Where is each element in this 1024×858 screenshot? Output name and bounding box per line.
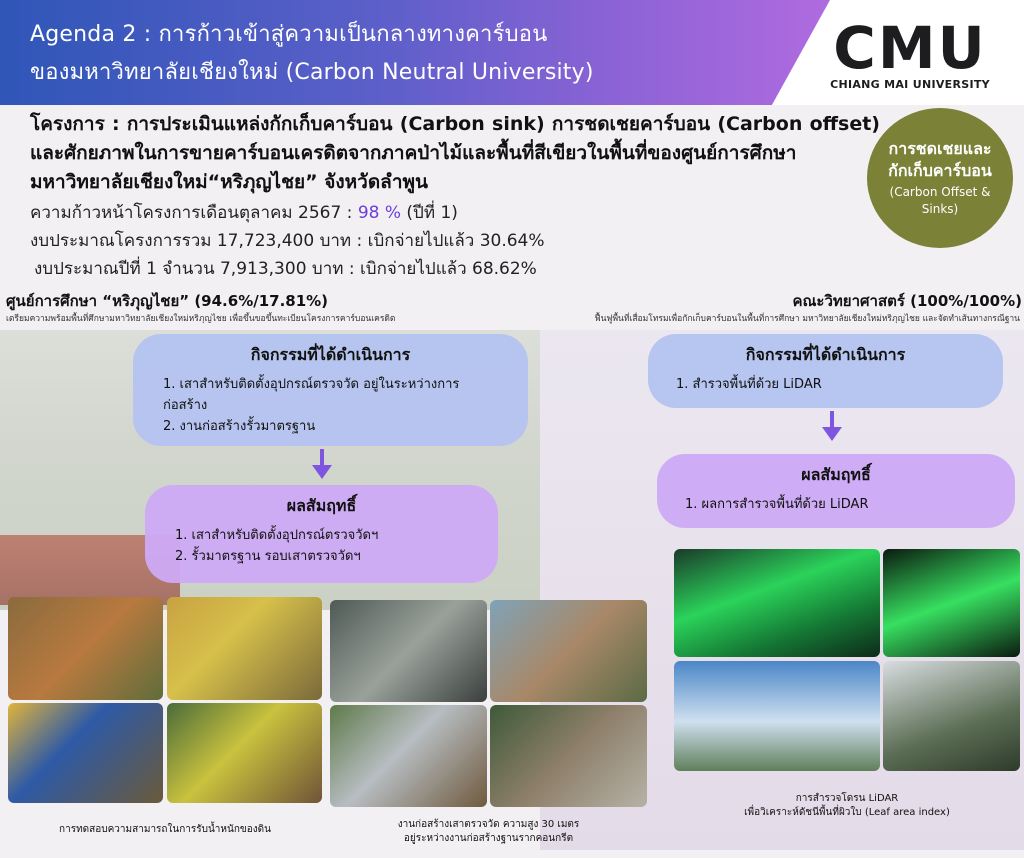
right-results-list bbox=[685, 494, 987, 515]
right-unit-subheading: ฟื้นฟูพื้นที่เสื่อมโทรมเพื่อกักเก็บคาร์บอนในพื้นที่การศึกษา มหาวิทยาลัยเชียงใหม่หริภุญไชย และจัดทำเส้นทางกรณีฐาน bbox=[594, 314, 1020, 324]
project-title: โครงการ : การประเมินแหล่งกักเก็บคาร์บอน (Carbon sink) การชดเชยคาร์บอน (Carbon offset) และศักยภาพในการขายคาร์บอนเครดิตจากภาคป่าไม้และพื้นที่สีเขียวในพื้นที่ของศูนย์การศึกษามหาวิทยาลัยเชียงใหม่“หริภุญไชย” จังหวัดลำพูน bbox=[30, 113, 880, 193]
photo-foundation-3 bbox=[330, 705, 487, 807]
left-results-title: ผลสัมฤทธิ์ bbox=[286, 496, 357, 515]
list-item: 1. เสาสำหรับติดตั้งอุปกรณ์ตรวจวัด อยู่ในระหว่างการก่อสร้าง bbox=[163, 377, 460, 413]
badge-subtitle: (Carbon Offset & Sinks) bbox=[889, 185, 991, 216]
right-activities-title: กิจกรรมที่ได้ดำเนินการ bbox=[745, 345, 906, 364]
right-activities-list bbox=[676, 374, 975, 395]
photo-lidar-terrain bbox=[674, 549, 880, 657]
project-info bbox=[30, 110, 880, 283]
caption-foundation-line2: อยู่ระหว่างงานก่อสร้างฐานรากคอนกรีต bbox=[403, 833, 574, 844]
arrow-down-icon bbox=[822, 411, 842, 443]
right-results-title: ผลสัมฤทธิ์ bbox=[801, 465, 871, 484]
photo-soil-test-1 bbox=[8, 597, 163, 700]
photo-soil-test-3 bbox=[8, 703, 163, 803]
left-activities-list bbox=[163, 374, 498, 437]
caption-foundation-line1: งานก่อสร้างเสาตรวจวัด ความสูง 30 เมตร bbox=[397, 819, 580, 830]
list-item: 1. ผลการสำรวจพื้นที่ด้วย LiDAR bbox=[685, 497, 869, 512]
list-item: 2. งานก่อสร้างรั้วมาตรฐาน bbox=[163, 419, 316, 434]
caption-foundation bbox=[330, 818, 647, 846]
photo-foundation-4 bbox=[490, 705, 647, 807]
left-results-list bbox=[175, 525, 468, 567]
photo-drone-flight bbox=[674, 661, 880, 771]
list-item: 2. รั้วมาตรฐาน รอบเสาตรวจวัดฯ bbox=[175, 549, 361, 564]
photo-foundation-2 bbox=[490, 600, 647, 702]
left-results-box bbox=[145, 485, 498, 583]
right-unit-heading: คณะวิทยาศาสตร์ (100%/100%) bbox=[792, 292, 1022, 310]
left-activities-box bbox=[133, 334, 528, 446]
caption-lidar bbox=[674, 792, 1020, 820]
left-unit-subheading: เตรียมความพร้อมพื้นที่ศึกษามหาวิทยาลัยเชียงใหม่หริภุญไชย เพื่อขึ้นขอขึ้นทะเบียนโครงการคาร์บอนเครดิต bbox=[6, 314, 396, 324]
carbon-offset-badge bbox=[867, 108, 1013, 248]
photo-drone-ground bbox=[883, 661, 1020, 771]
badge-title: การชดเชยและกักเก็บคาร์บอน bbox=[888, 139, 992, 180]
progress-label: ความก้าวหน้าโครงการเดือนตุลาคม 2567 : bbox=[30, 203, 353, 223]
left-activities-title: กิจกรรมที่ได้ดำเนินการ bbox=[250, 345, 411, 364]
logo-mark: CMU bbox=[833, 14, 987, 82]
list-item: 1. สำรวจพื้นที่ด้วย LiDAR bbox=[676, 377, 822, 392]
caption-lidar-line2: เพื่อวิเคราะห์ดัชนีพื้นที่ผิวใบ (Leaf area index) bbox=[744, 807, 950, 818]
photo-foundation-1 bbox=[330, 600, 487, 702]
logo-subtitle: CHIANG MAI UNIVERSITY bbox=[830, 78, 990, 91]
progress-year: (ปีที่ 1) bbox=[406, 203, 458, 223]
progress-value: 98 % bbox=[357, 203, 402, 223]
photo-lidar-path bbox=[883, 549, 1020, 657]
photo-soil-test-2 bbox=[167, 597, 322, 700]
agenda-title-line2: ของมหาวิทยาลัยเชียงใหม่ (Carbon Neutral University) bbox=[30, 60, 594, 85]
arrow-down-icon bbox=[312, 449, 332, 481]
agenda-title bbox=[30, 16, 790, 92]
right-results-box bbox=[657, 454, 1015, 528]
caption-soil-test: การทดสอบความสามารถในการรับน้ำหนักของดิน bbox=[59, 824, 271, 835]
left-unit-heading: ศูนย์การศึกษา “หริภุญไชย” (94.6%/17.81%) bbox=[6, 292, 329, 310]
budget-year1: งบประมาณปีที่ 1 จำนวน 7,913,300 บาท : เบิกจ่ายไปแล้ว 68.62% bbox=[34, 259, 537, 279]
header bbox=[0, 0, 1024, 105]
right-activities-box bbox=[648, 334, 1003, 408]
budget-total: งบประมาณโครงการรวม 17,723,400 บาท : เบิกจ่ายไปแล้ว 30.64% bbox=[30, 231, 545, 251]
cmu-logo bbox=[820, 14, 1000, 98]
photo-soil-test-4 bbox=[167, 703, 322, 803]
agenda-title-line1: Agenda 2 : การก้าวเข้าสู่ความเป็นกลางทางคาร์บอน bbox=[30, 22, 548, 47]
caption-lidar-line1: การสำรวจโดรน LiDAR bbox=[795, 793, 899, 804]
progress-line bbox=[30, 199, 880, 227]
list-item: 1. เสาสำหรับติดตั้งอุปกรณ์ตรวจวัดฯ bbox=[175, 528, 379, 543]
